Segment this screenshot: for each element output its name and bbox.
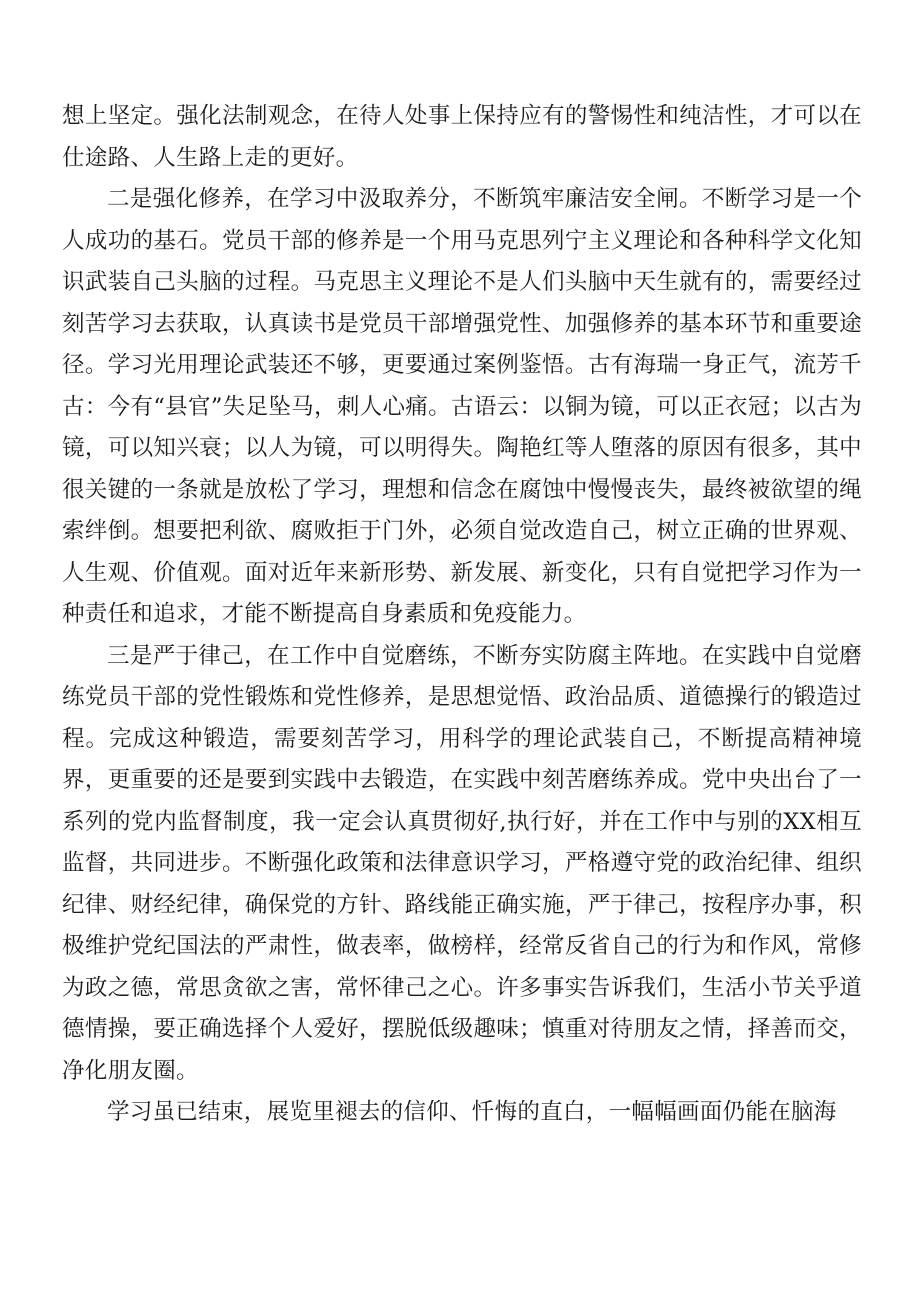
paragraph-continuation: 想上坚定。强化法制观念，在待人处事上保持应有的警惕性和纯洁性，才可以在仕途路、人生路上走的更好。 — [62, 103, 862, 171]
paragraph-self-discipline: 三是严于律己，在工作中自觉磨练，不断夯实防腐主阵地。在实践中自觉磨练党员干部的党性锻炼和党性修养，是思想觉悟、政治品质、道德操行的锻造过程。完成这种锻造，需要刻苦学习，用科学的理论武装自己，不断提高精神境界，更重要的还是要到实践中去锻造，在实践中刻苦磨练养成。党中央出台了一系列的党内监督制度，我一定会认真贯彻好,执行好，并在工作中与别的XX相互监督，共同进步。不断强化政策和法律意识学习，严格遵守党的政治纪律、组织纪律、财经纪律，确保党的方针、路线能正确实施，严于律己，按程序办事，积极维护党纪国法的严肃性，做表率，做榜样，经常反省自己的行为和作风，常修为政之德，常思贪欲之害，常怀律己之心。许多事实告诉我们，生活小节关乎道德情操，要正确选择个人爱好，摆脱低级趣味；慎重对待朋友之情，择善而交，净化朋友圈。 — [62, 642, 862, 1084]
document-body — [62, 96, 862, 1134]
paragraph-conclusion-start: 学习虽已结束，展览里褪去的信仰、忏悔的直白，一幅幅画面仍能在脑海 — [107, 1099, 837, 1125]
paragraph-strengthen-cultivation: 二是强化修养，在学习中汲取养分，不断筑牢廉洁安全闸。不断学习是一个人成功的基石。党员干部的修养是一个用马克思列宁主义理论和各种科学文化知识武装自己头脑的过程。马克思主义理论不是人们头脑中天生就有的，需要经过刻苦学习去获取，认真读书是党员干部增强党性、加强修养的基本环节和重要途径。学习光用理论武装还不够，更要通过案例鉴悟。古有海瑞一身正气，流芳千古：今有“县官”失足坠马，刺人心痛。古语云：以铜为镜，可以正衣冠；以古为镜，可以知兴衰；以人为镜，可以明得失。陶艳红等人堕落的原因有很多，其中很关键的一条就是放松了学习，理想和信念在腐蚀中慢慢丧失，最终被欲望的绳索绊倒。想要把利欲、腐败拒于门外，必须自觉改造自己，树立正确的世界观、人生观、价值观。面对近年来新形势、新发展、新变化，只有自觉把学习作为一种责任和追求，才能不断提高自身素质和免疫能力。 — [62, 186, 862, 627]
